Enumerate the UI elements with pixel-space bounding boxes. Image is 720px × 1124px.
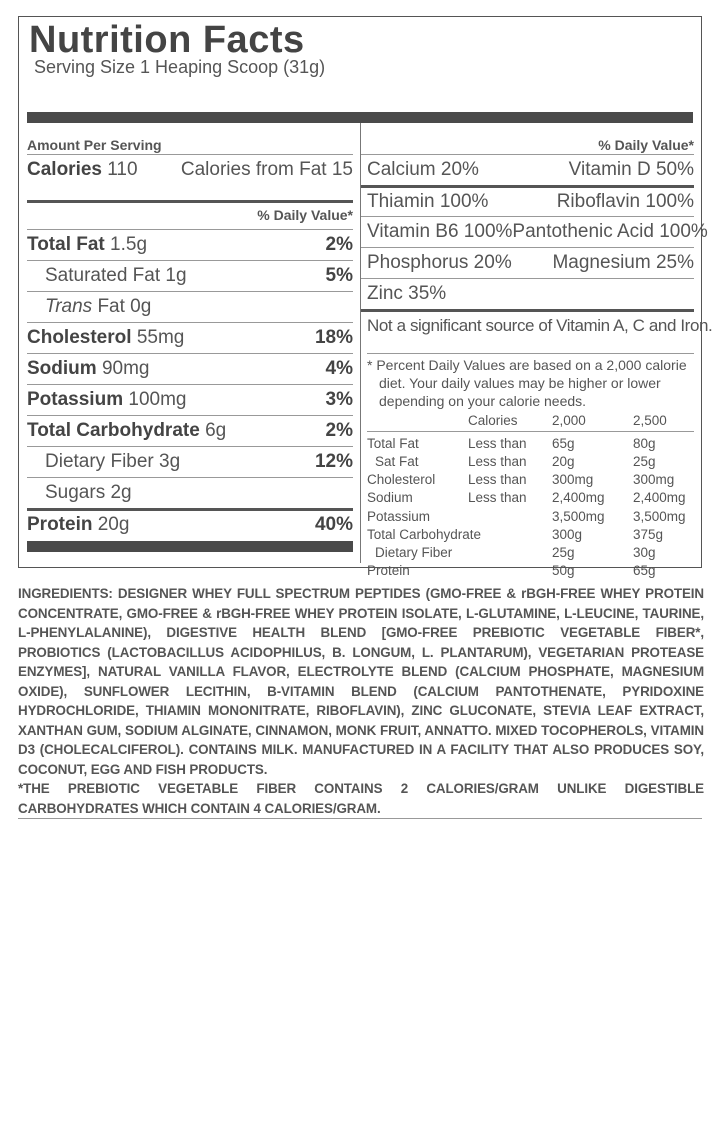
reference-table xyxy=(367,411,694,580)
ref-header-2500: 2,500 xyxy=(633,412,667,428)
nutrient-amount: 2g xyxy=(110,481,132,503)
ref-row: Dietary Fiber 25g 30g xyxy=(375,544,656,560)
nutrient-row-saturated-fat xyxy=(27,260,353,290)
calories-value: 110 xyxy=(107,158,138,180)
nutrient-row-sodium xyxy=(27,353,353,383)
nutrient-amount: 6g xyxy=(205,419,227,441)
ref-row: Total Carbohydrate 300g 375g xyxy=(367,526,664,542)
vitamin-left: Vitamin B6 100% xyxy=(367,221,513,242)
ref-header-2000: 2,000 xyxy=(552,412,586,428)
calories-divider xyxy=(27,200,353,203)
ref-row: Sat Fat Less than 20g 25g xyxy=(375,453,656,469)
ref-row: Cholesterol Less than 300mg 300mg xyxy=(367,472,675,488)
nutrient-name: Dietary Fiber xyxy=(45,450,154,472)
label-title: Nutrition Facts xyxy=(29,19,305,61)
nutrient-row-trans-fat xyxy=(27,291,353,321)
nutrient-row-sugars xyxy=(27,477,353,507)
top-thick-bar xyxy=(27,112,693,123)
vitamin-left: Calcium 20% xyxy=(367,159,479,180)
not-significant-text: Not a significant source of Vitamin A, C and Iron. xyxy=(367,316,713,335)
vitamin-left: Phosphorus 20% xyxy=(367,252,512,273)
footnote-rest: diet. Your daily values may be higher or lower depending on your calorie needs. xyxy=(379,375,661,409)
nutrient-row-dietary-fiber xyxy=(27,446,353,476)
nutrient-dv: 12% xyxy=(314,450,353,472)
nutrient-amount: 3g xyxy=(159,450,181,472)
nutrient-name: Total Carbohydrate xyxy=(27,419,200,441)
vitamin-row xyxy=(361,278,694,309)
calories-label: Calories xyxy=(27,158,102,180)
vitamin-row xyxy=(361,185,694,216)
nutrients-column xyxy=(27,123,353,563)
vitamin-row xyxy=(361,216,708,247)
nutrient-dv: 3% xyxy=(325,388,353,410)
nutrient-dv: 18% xyxy=(314,326,353,348)
vitamin-right: Riboflavin 100% xyxy=(556,191,694,212)
ref-row: Total Fat Less than 65g 80g xyxy=(367,435,656,451)
nutrient-amount: Fat 0g xyxy=(97,295,152,317)
nutrient-name: Saturated Fat xyxy=(45,264,161,286)
nutrient-name: Sugars xyxy=(45,481,106,503)
nutrient-name: Potassium xyxy=(27,388,124,410)
nutrient-name: Trans xyxy=(45,295,93,317)
ingredients-text: INGREDIENTS: DESIGNER WHEY FULL SPECTRUM PEPTIDES (GMO-FREE & rBGH-FREE WHEY PROTEIN CONCENTRATE, GMO-FREE & rBGH-FREE WHEY PROTEIN ISOLATE, L-GLUTAMINE, L-LEUCINE, TAURINE, L-PHENYLALANINE), DIGESTIVE HEALTH BLEND [GMO-FREE PREBIOTIC VEGETABLE FIBER*, PROBIOTICS (LACTOBACILLUS ACIDOPHILUS, B. LONGUM, L. PLANTARUM), VEGETARIAN PROTEASE ENZYMES], NATURAL VANILLA FLAVOR, ELECTROLYTE BLEND (CALCIUM PHOSPHATE, MAGNESIUM OXIDE), SUNFLOWER LECITHIN, B-VITAMIN BLEND (CALCIUM PANTOTHENATE, PYRIDOXINE HYDROCHLORIDE, THIAMIN MONONITRATE, RIBOFLAVIN), ZINC GLUCONATE, STEVIA LEAF EXTRACT, XANTHAN GUM, SODIUM ALGINATE, CINNAMON, MONK FRUIT, ANNATTO. MIXED TOCOPHEROLS, VITAMIN D3 (CHOLECALCIFEROL). CONTAINS MILK. MANUFACTURED IN A FACILITY THAT ALSO PRODUCES SOY, COCONUT, EGG AND FISH PRODUCTS. xyxy=(18,586,704,777)
nutrient-row-potassium xyxy=(27,384,353,414)
ingredients-footnote: *THE PREBIOTIC VEGETABLE FIBER CONTAINS 2 CALORIES/GRAM UNLIKE DIGESTIBLE CARBOHYDRATES WHICH CONTAIN 4 CALORIES/GRAM. xyxy=(18,781,704,816)
nutrient-dv: 5% xyxy=(325,264,353,286)
daily-value-footnote xyxy=(367,353,694,410)
nutrient-name: Protein xyxy=(27,513,93,535)
nutrient-amount: 90mg xyxy=(101,357,150,379)
calories-from-fat: Calories from Fat 15 xyxy=(180,158,353,180)
ref-row: Potassium 3,500mg 3,500mg xyxy=(367,508,686,524)
nutrient-row-total-carbohydrate xyxy=(27,415,353,445)
ref-header-row xyxy=(367,411,694,429)
daily-value-header: % Daily Value* xyxy=(257,207,353,223)
nutrient-dv: 40% xyxy=(314,513,353,535)
nutrient-dv: 2% xyxy=(325,419,353,441)
not-significant-row xyxy=(361,309,713,340)
nutrient-amount: 20g xyxy=(97,513,130,535)
ref-header-calories: Calories xyxy=(468,412,518,428)
vitamin-right: Magnesium 25% xyxy=(552,252,694,273)
footnote-line: * Percent Daily Values are based on a 2,000 calorie xyxy=(367,357,687,373)
nutrient-name: Cholesterol xyxy=(27,326,132,348)
nutrient-name: Sodium xyxy=(27,357,97,379)
ingredients-block xyxy=(18,584,704,818)
ref-separator xyxy=(367,431,694,432)
nutrient-amount: 1g xyxy=(165,264,187,286)
vitamin-row xyxy=(361,154,694,185)
nutrition-facts-panel xyxy=(18,16,713,579)
right-daily-value-header: % Daily Value* xyxy=(598,137,694,153)
amount-per-serving: Amount Per Serving xyxy=(27,137,162,153)
serving-size: Serving Size 1 Heaping Scoop (31g) xyxy=(34,57,326,77)
footer-divider xyxy=(18,818,702,819)
nutrient-row-total-fat xyxy=(27,229,353,259)
vitamin-left: Zinc 35% xyxy=(367,283,447,304)
bottom-thick-bar xyxy=(27,541,353,552)
nutrient-amount: 55mg xyxy=(136,326,185,348)
nutrient-dv: 4% xyxy=(325,357,353,379)
nutrient-row-protein xyxy=(27,508,353,538)
nutrient-row-cholesterol xyxy=(27,322,353,352)
ref-row: Sodium Less than 2,400mg 2,400mg xyxy=(367,490,686,506)
nutrient-name: Total Fat xyxy=(27,233,105,255)
ref-row: Protein 50g 65g xyxy=(367,563,656,579)
nutrient-dv: 2% xyxy=(325,233,353,255)
vitamin-right: Pantothenic Acid 100% xyxy=(512,221,708,242)
nutrient-amount: 100mg xyxy=(128,388,187,410)
vitamin-left: Thiamin 100% xyxy=(367,191,489,212)
vitamin-right: Vitamin D 50% xyxy=(568,159,694,180)
vitamin-row xyxy=(361,247,694,278)
vitamins-column xyxy=(361,123,713,579)
calories-row xyxy=(27,154,353,184)
nutrient-amount: 1.5g xyxy=(110,233,148,255)
